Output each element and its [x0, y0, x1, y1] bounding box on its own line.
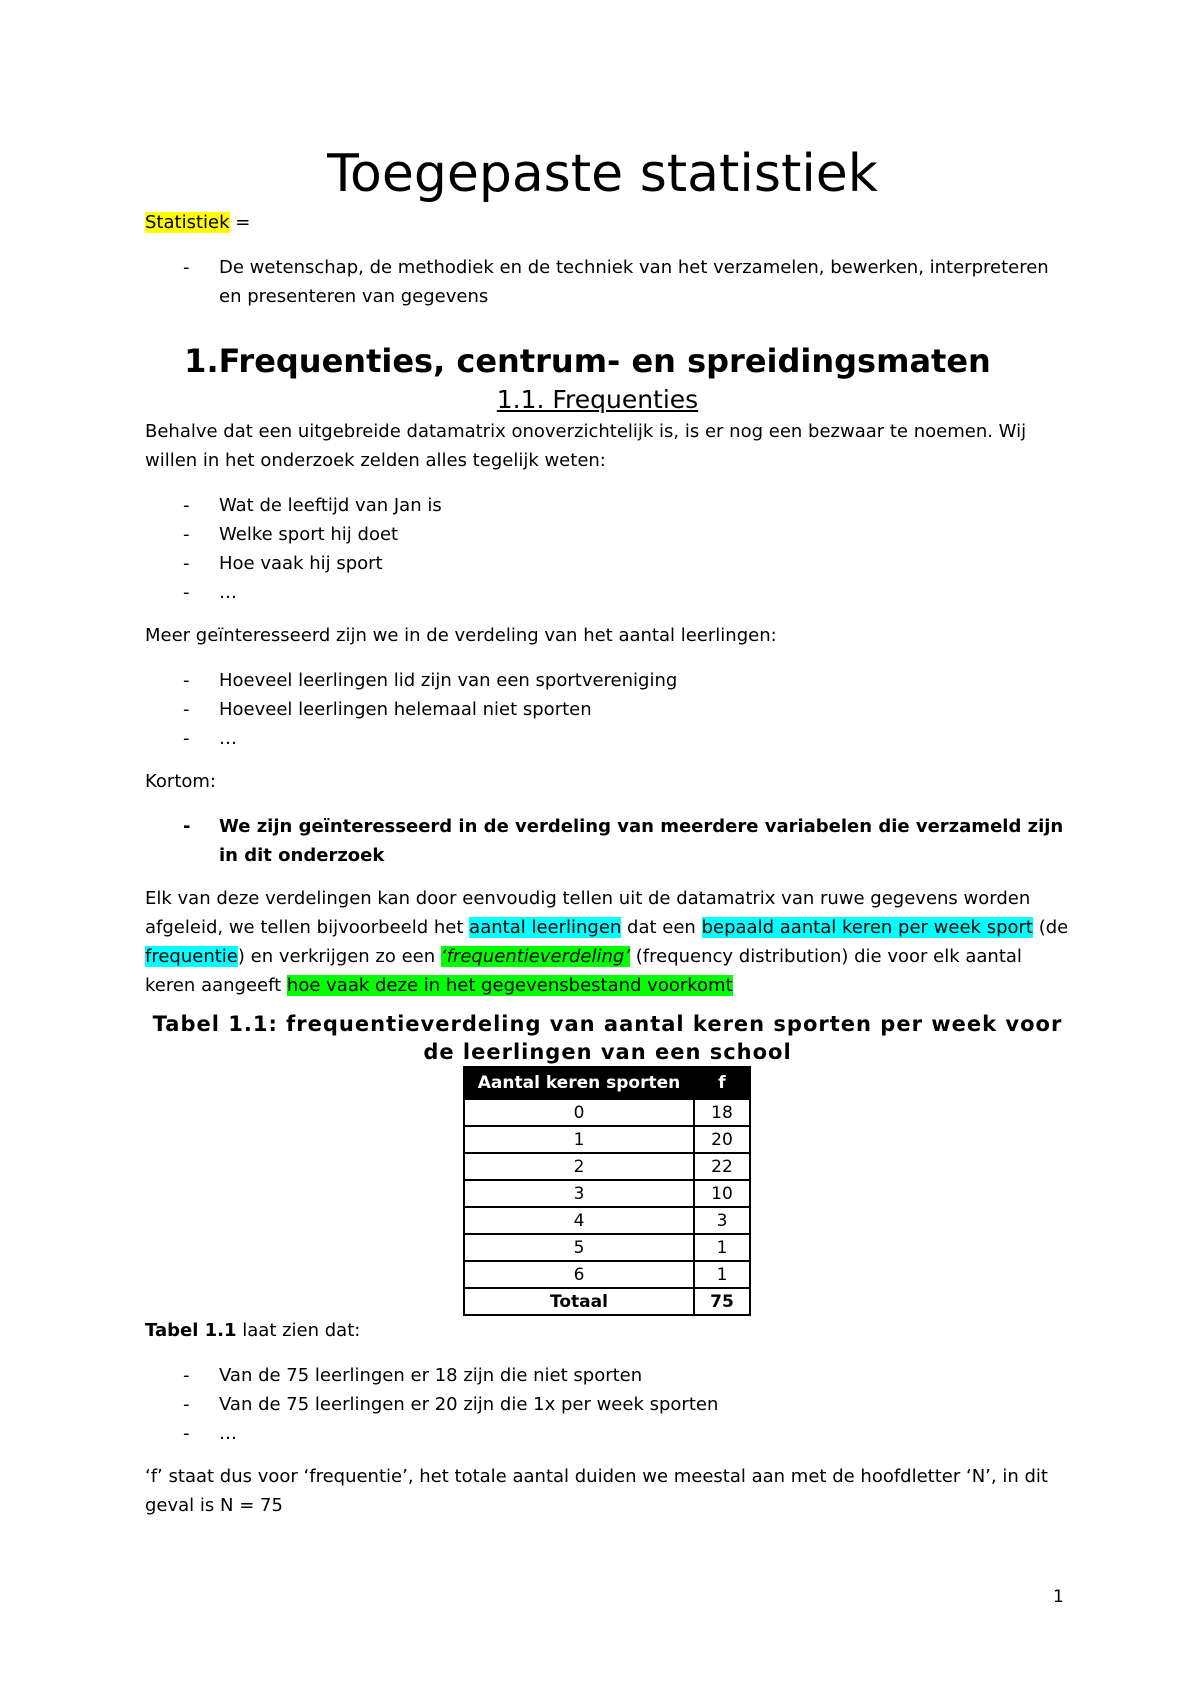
intro-line: [145, 208, 1070, 237]
list-item: - Hoeveel leerlingen helemaal niet sporten: [145, 695, 1070, 724]
table-row: [464, 1261, 750, 1288]
table-cell: 20: [694, 1126, 750, 1153]
term-statistiek: Statistiek: [145, 212, 230, 233]
list-item: - Hoeveel leerlingen lid zijn van een sportvereniging: [145, 666, 1070, 695]
table-cell: 0: [464, 1099, 694, 1126]
subsection-heading: 1.1. Frequenties: [496, 385, 699, 414]
list-item: - …: [145, 578, 1070, 607]
table-cell: 2: [464, 1153, 694, 1180]
table-cell: 3: [464, 1180, 694, 1207]
highlight-cyan: bepaald aantal keren per week sport: [701, 917, 1033, 938]
list-item: - Van de 75 leerlingen er 20 zijn die 1x per week sporten: [145, 1390, 1070, 1419]
text-run: Elk van deze verdelingen kan door eenvoudig tellen uit de datamatrix van ruwe gegevens worden afgeleid, we tellen bijvoorbeeld het: [145, 888, 1031, 938]
table-cell: 3: [694, 1207, 750, 1234]
table-cell: 1: [464, 1126, 694, 1153]
table-cell: Totaal: [464, 1288, 694, 1315]
paragraph-6: ‘f’ staat dus voor ‘frequentie’, het totale aantal duiden we meestal aan met de hoofdletter ‘N’, in dit geval is N = 75: [145, 1466, 1048, 1516]
list-item-bold: - We zijn geïnteresseerd in de verdeling van meerdere variabelen die verzameld zijn in dit onderzoek: [145, 812, 1070, 870]
table-cell: 10: [694, 1180, 750, 1207]
list-item: - …: [145, 1419, 1070, 1448]
table-cell: 4: [464, 1207, 694, 1234]
table-header-row: [464, 1067, 750, 1099]
section-heading: 1.Frequenties, centrum- en spreidingsmaten: [184, 342, 991, 380]
page-number: 1: [1053, 1587, 1064, 1607]
table-cell: 1: [694, 1234, 750, 1261]
highlight-green: hoe vaak deze in het gegevensbestand voorkomt: [286, 975, 733, 996]
table-row: [464, 1126, 750, 1153]
list-3: [145, 812, 1070, 870]
table-cell: 1: [694, 1261, 750, 1288]
list-1: [145, 491, 1070, 607]
paragraph-1: Behalve dat een uitgebreide datamatrix onoverzichtelijk is, is er nog een bezwaar te noemen. Wij willen in het onderzoek zelden alles tegelijk weten:: [145, 421, 1027, 471]
text-run: laat zien dat:: [236, 1320, 361, 1341]
paragraph-4: [145, 884, 1070, 1000]
list-item: - Hoe vaak hij sport: [145, 549, 1070, 578]
list-item: - …: [145, 724, 1070, 753]
text-run: (de: [1032, 917, 1069, 938]
list-4: [145, 1361, 1070, 1448]
text-run: ) en verkrijgen zo een: [237, 946, 441, 967]
highlight-green-italic: ‘frequentieverdeling’: [440, 946, 631, 967]
list-item: - Welke sport hij doet: [145, 520, 1070, 549]
table-cell: 22: [694, 1153, 750, 1180]
table-row: [464, 1207, 750, 1234]
list-item: - Van de 75 leerlingen er 18 zijn die niet sporten: [145, 1361, 1070, 1390]
table-row: [464, 1099, 750, 1126]
paragraph-3: Kortom:: [145, 771, 216, 792]
table-total-row: [464, 1288, 750, 1315]
table-cell: 75: [694, 1288, 750, 1315]
text-run: (frequency distribution) die voor elk aantal keren aangeeft: [145, 946, 1022, 996]
list-item: - Wat de leeftijd van Jan is: [145, 491, 1070, 520]
text-run: dat een: [621, 917, 702, 938]
table-cell: 18: [694, 1099, 750, 1126]
text-run-bold: Tabel 1.1: [145, 1320, 237, 1341]
document-title: Toegepaste statistiek: [327, 144, 878, 204]
definition-list: [145, 253, 1070, 311]
paragraph-5: [145, 1316, 1070, 1345]
frequency-table: [463, 1066, 751, 1316]
equals-sign: =: [229, 212, 251, 233]
definition-item: - De wetenschap, de methodiek en de techniek van het verzamelen, bewerken, interpreteren en presenteren van gegevens: [145, 253, 1070, 311]
table-cell: 6: [464, 1261, 694, 1288]
header-cell: f: [694, 1067, 750, 1099]
table-row: [464, 1234, 750, 1261]
list-2: [145, 666, 1070, 753]
highlight-cyan: aantal leerlingen: [469, 917, 622, 938]
table-cell: 5: [464, 1234, 694, 1261]
highlight-cyan: frequentie: [145, 946, 238, 967]
paragraph-2: Meer geïnteresseerd zijn we in de verdeling van het aantal leerlingen:: [145, 625, 777, 646]
page-content: [145, 142, 1070, 1520]
table-row: [464, 1153, 750, 1180]
table-caption: Tabel 1.1: frequentieverdeling van aantal keren sporten per week voor de leerlingen van een school: [152, 1012, 1063, 1064]
table-row: [464, 1180, 750, 1207]
header-cell: Aantal keren sporten: [464, 1067, 694, 1099]
